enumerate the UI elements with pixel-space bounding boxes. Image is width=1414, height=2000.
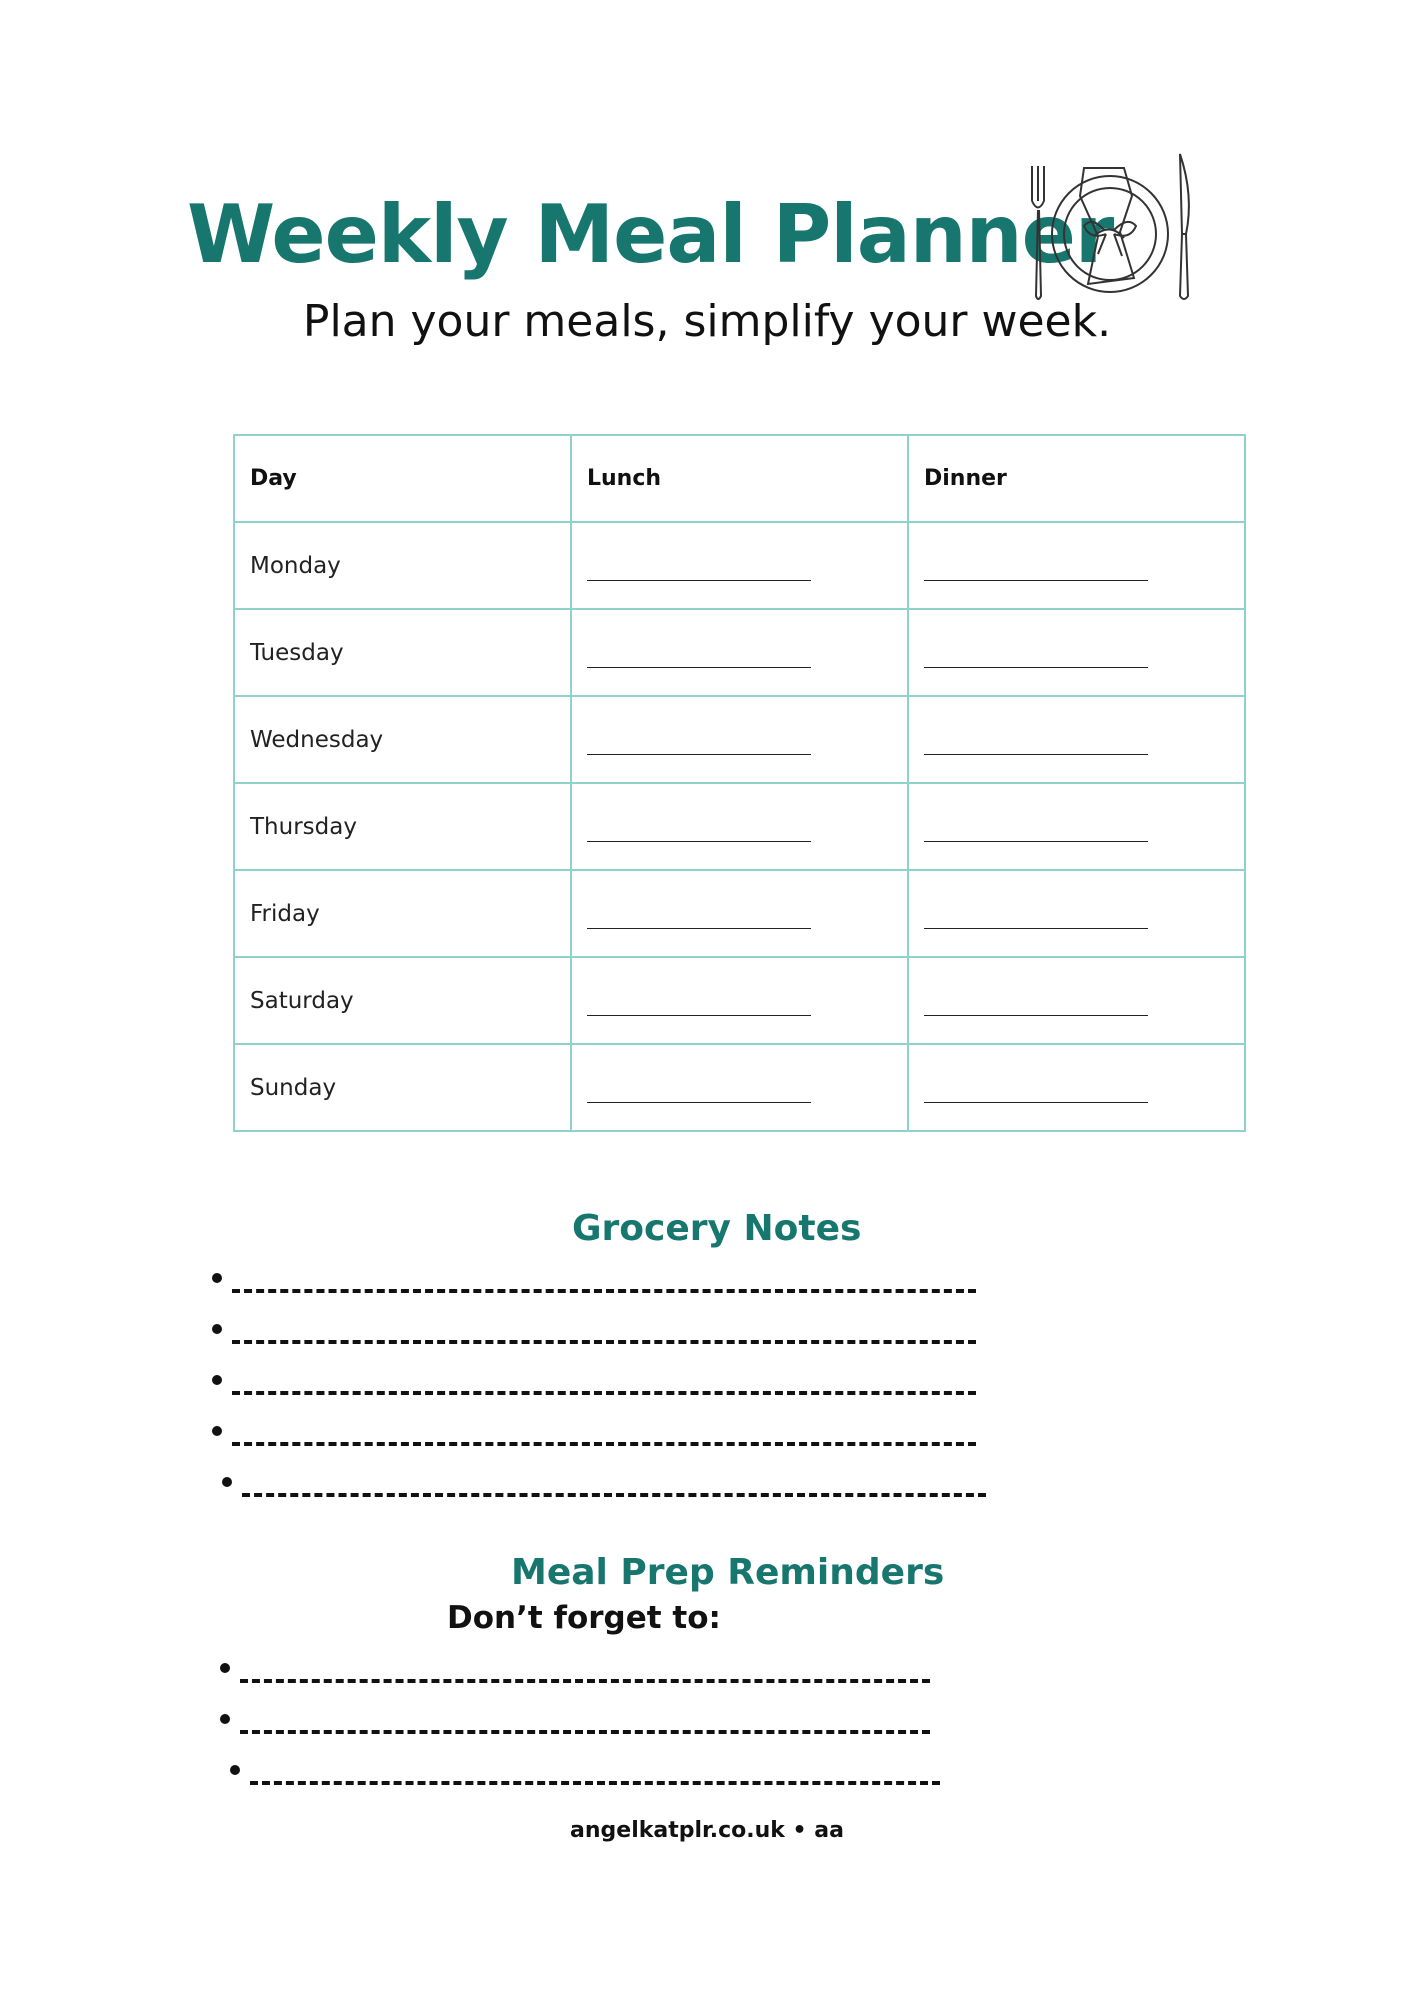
table-header-row: [234, 435, 1245, 522]
dinner-blank-line: [924, 1102, 1148, 1103]
lunch-blank-line: [587, 928, 811, 929]
day-cell: Thursday: [234, 783, 571, 870]
lunch-cell[interactable]: [571, 783, 908, 870]
plate-cutlery-icon: [1024, 146, 1196, 304]
day-cell: Saturday: [234, 957, 571, 1044]
footer: [0, 1818, 1414, 1843]
blank-line: [250, 1781, 940, 1785]
blank-line: [232, 1340, 976, 1344]
lunch-blank-line: [587, 754, 811, 755]
footer-credit: angelkatplr.co.uk • aa: [570, 1818, 844, 1843]
bullet-dot: [230, 1765, 240, 1775]
day-cell: Tuesday: [234, 609, 571, 696]
dinner-blank-line: [924, 928, 1148, 929]
blank-line: [232, 1442, 976, 1446]
bullet-dot: [222, 1477, 232, 1487]
dinner-cell[interactable]: [908, 870, 1245, 957]
dinner-cell[interactable]: [908, 783, 1245, 870]
table-row: [234, 783, 1245, 870]
column-header-lunch: Lunch: [571, 435, 908, 522]
dinner-cell[interactable]: [908, 696, 1245, 783]
bullet-dot: [212, 1426, 222, 1436]
dinner-blank-line: [924, 667, 1148, 668]
blank-line: [240, 1730, 930, 1734]
grocery-notes-heading: Grocery Notes: [572, 1208, 862, 1249]
table-row: [234, 696, 1245, 783]
column-header-dinner: Dinner: [908, 435, 1245, 522]
meal-planner-table: [233, 434, 1246, 1132]
lunch-cell[interactable]: [571, 957, 908, 1044]
lunch-cell[interactable]: [571, 696, 908, 783]
lunch-cell[interactable]: [571, 609, 908, 696]
dinner-cell[interactable]: [908, 1044, 1245, 1131]
lunch-cell[interactable]: [571, 870, 908, 957]
bullet-dot: [212, 1324, 222, 1334]
page-subtitle: [0, 296, 1414, 347]
lunch-blank-line: [587, 1015, 811, 1016]
day-cell: Monday: [234, 522, 571, 609]
day-cell: Wednesday: [234, 696, 571, 783]
dinner-blank-line: [924, 580, 1148, 581]
dinner-blank-line: [924, 754, 1148, 755]
bullet-dot: [212, 1273, 222, 1283]
lunch-blank-line: [587, 1102, 811, 1103]
meal-prep-heading: Meal Prep Reminders: [511, 1552, 945, 1593]
table-row: [234, 870, 1245, 957]
blank-line: [240, 1679, 930, 1683]
dinner-cell[interactable]: [908, 522, 1245, 609]
day-cell: Sunday: [234, 1044, 571, 1131]
table-row: [234, 609, 1245, 696]
lunch-blank-line: [587, 667, 811, 668]
table-row: [234, 522, 1245, 609]
dinner-blank-line: [924, 841, 1148, 842]
blank-line: [242, 1493, 986, 1497]
lunch-blank-line: [587, 841, 811, 842]
blank-line: [232, 1391, 976, 1395]
blank-line: [232, 1289, 976, 1293]
lunch-blank-line: [587, 580, 811, 581]
bullet-dot: [212, 1375, 222, 1385]
lunch-cell[interactable]: [571, 1044, 908, 1131]
bullet-dot: [220, 1663, 230, 1673]
column-header-day: Day: [234, 435, 571, 522]
bullet-dot: [220, 1714, 230, 1724]
day-cell: Friday: [234, 870, 571, 957]
subtitle-text: Plan your meals, simplify your week.: [302, 296, 1112, 347]
dinner-cell[interactable]: [908, 609, 1245, 696]
page-title: Weekly Meal Planner: [187, 188, 1114, 281]
lunch-cell[interactable]: [571, 522, 908, 609]
table-row: [234, 1044, 1245, 1131]
dinner-blank-line: [924, 1015, 1148, 1016]
table-row: [234, 957, 1245, 1044]
meal-prep-prompt: Don’t forget to:: [447, 1600, 721, 1636]
dinner-cell[interactable]: [908, 957, 1245, 1044]
